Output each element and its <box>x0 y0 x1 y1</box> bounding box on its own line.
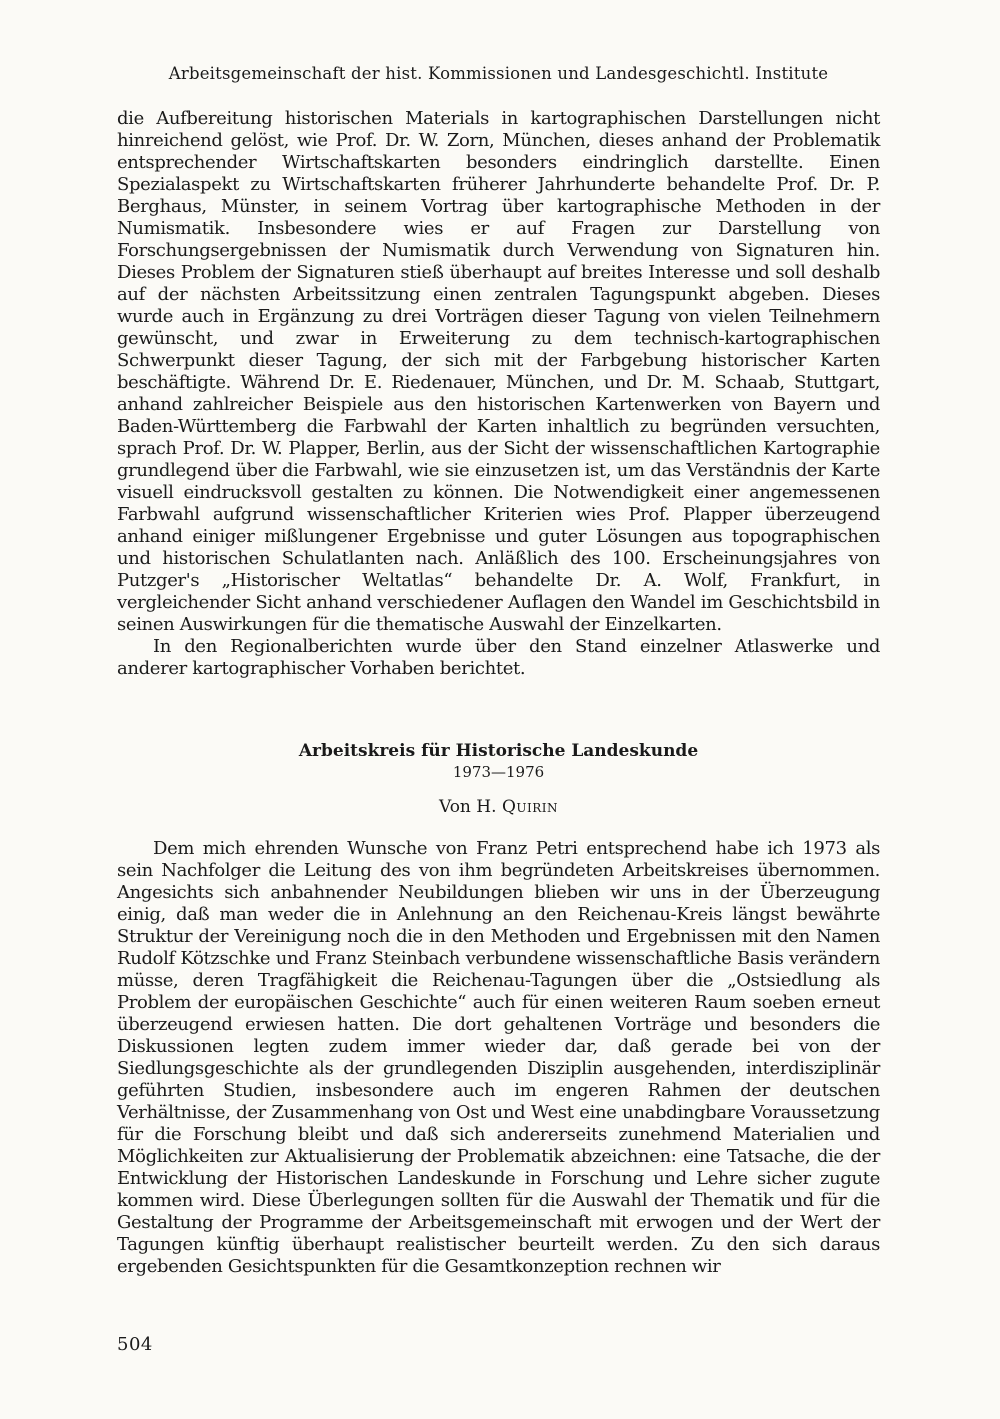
section-years: 1973—1976 <box>452 763 545 781</box>
section-heading <box>117 740 880 818</box>
page-body <box>117 62 880 1278</box>
section-author <box>117 796 880 818</box>
body-paragraph-1: die Aufbereitung historischen Materials in kartographischen Darstellungen nicht hinreichend gelöst, wie Prof. Dr. W. Zorn, München, dieses anhand der Problematik entsprechender Wirtschaftskarten besonders eindringlich darstellte. Einen Spezialaspekt zu Wirtschaftskarten früherer Jahrhunderte behandelte Prof. Dr. P. Berghaus, Münster, in seinem Vortrag über kartographische Methoden in der Numismatik. Insbesondere wies er auf Fragen zur Darstellung von Forschungsergebnissen der Numismatik durch Verwendung von Signaturen hin. Dieses Problem der Signaturen stieß überhaupt auf breites Interesse und soll deshalb auf der nächsten Arbeitssitzung einen zentralen Tagungspunkt abgeben. Dieses wurde auch in Ergänzung zu drei Vorträgen dieser Tagung von vielen Teilnehmern gewünscht, und zwar in Erweiterung zu dem technisch-kartographischen Schwerpunkt dieser Tagung, der sich mit der Farbgebung historischer Karten beschäftigte. Während Dr. E. Riedenauer, München, und Dr. M. Schaab, Stuttgart, anhand zahlreicher Beispiele aus den historischen Kartenwerken von Bayern und Baden-Württemberg die Farbwahl der Karten inhaltlich zu begründen versuchten, sprach Prof. Dr. W. Plapper, Berlin, aus der Sicht der wissenschaftlichen Kartographie grundlegend über die Farbwahl, wie sie einzusetzen ist, um das Verständnis der Karte visuell eindrucksvoll gestalten zu können. Die Notwendigkeit einer angemessenen Farbwahl aufgrund wissenschaftlicher Kriterien wies Prof. Plapper überzeugend anhand einiger mißlungener Ergebnisse und guter Lösungen aus topographischen und historischen Schulatlanten nach. Anläßlich des 100. Erscheinungsjahres von Putzger's „Historischer Weltatlas“ behandelte Dr. A. Wolf, Frankfurt, in vergleichender Sicht anhand verschiedener Auflagen den Wandel im Geschichtsbild in seinen Auswirkungen für die thematische Auswahl der Einzelkarten. <box>117 108 880 635</box>
body-paragraph-3: Dem mich ehrenden Wunsche von Franz Petri entsprechend habe ich 1973 als sein Nachfolger die Leitung des von ihm begründeten Arbeitskreises übernommen. Angesichts sich anbahnender Neubildungen blieben wir uns in der Überzeugung einig, daß man weder die in Anlehnung an den Reichenau-Kreis längst bewährte Struktur der Vereinigung noch die in den Methoden und Ergebnissen mit den Namen Rudolf Kötzschke und Franz Steinbach verbundene wissenschaftliche Basis verändern müsse, deren Tragfähigkeit die Reichenau-Tagungen über die „Ostsiedlung als Problem der europäischen Geschichte“ auch für einen weiteren Raum soeben erneut überzeugend erwiesen hatten. Die dort gehaltenen Vorträge und besonders die Diskussionen legten zudem immer wieder dar, daß gerade bei von der Siedlungsgeschichte als der grundlegenden Disziplin ausgehenden, interdisziplinär geführten Studien, insbesondere auch im engeren Rahmen der deutschen Verhältnisse, der Zusammenhang von Ost und West eine unabdingbare Voraussetzung für die Forschung bleibt und daß sich andererseits zunehmend Materialien und Möglichkeiten zur Aktualisierung der Problematik abzeichnen: eine Tatsache, die der Entwicklung der Historischen Landeskunde in Forschung und Lehre sicher zugute kommen wird. Diese Überlegungen sollten für die Auswahl der Thematik und für die Gestaltung der Programme der Arbeitsgemeinschaft mit erwogen und der Wert der Tagungen künftig überhaupt realistischer beurteilt werden. Zu den sich daraus ergebenden Gesichtspunkten für die Gesamtkonzeption rechnen wir <box>117 838 880 1277</box>
body-paragraph-2: In den Regionalberichten wurde über den Stand einzelner Atlaswerke und anderer kartographischer Vorhaben berichtet. <box>117 636 880 679</box>
author-name: Quirin <box>501 797 559 817</box>
running-head: Arbeitsgemeinschaft der hist. Kommissionen und Landesgeschichtl. Institute <box>168 64 829 83</box>
section-title: Arbeitskreis für Historische Landeskunde <box>298 741 699 761</box>
page-number: 504 <box>117 1334 153 1355</box>
author-prefix: Von H. <box>438 797 497 817</box>
